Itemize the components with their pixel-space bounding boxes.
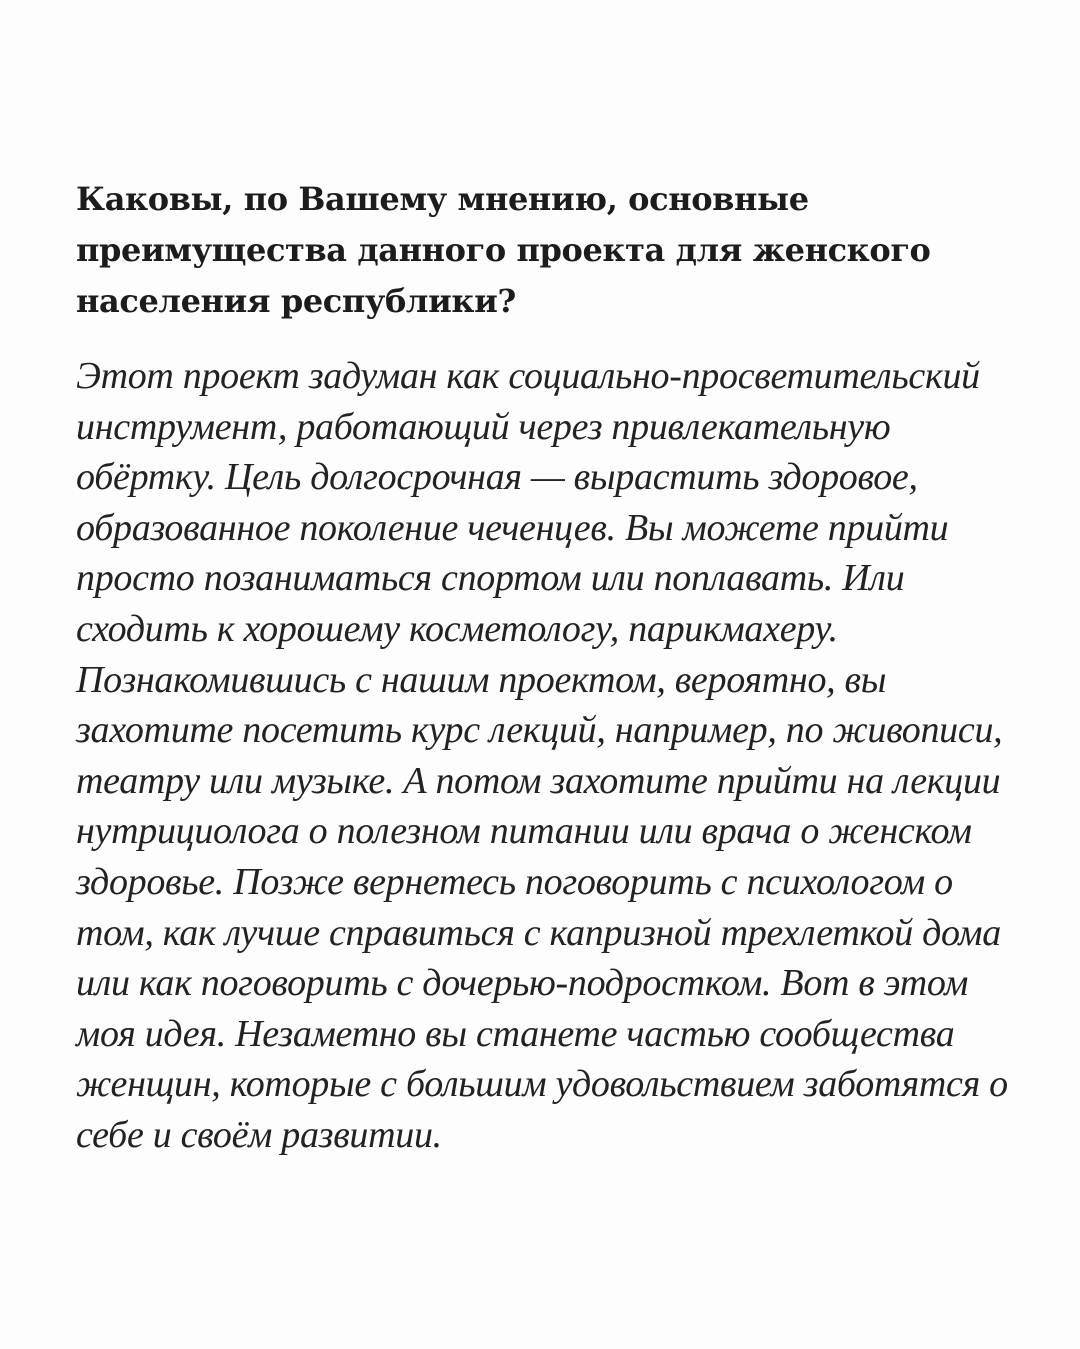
answer-line: захотите посетить курс лекций, например, по живописи, — [76, 709, 1003, 752]
answer-line: Этот проект задуман как социально-просветительский — [76, 355, 980, 397]
interview-answer — [76, 351, 1036, 1161]
answer-line: сходить к хорошему косметологу, парикмахеру. — [76, 607, 838, 650]
answer-line: обёртку. Цель долгосрочная — вырастить здоровое, — [76, 456, 918, 499]
answer-line: просто позаниматься спортом или поплавать. Или — [76, 557, 905, 600]
answer-line: моя идея. Незаметно вы станете частью сообщества — [76, 1012, 955, 1055]
answer-line: Познакомившись с нашим проектом, вероятно, вы — [76, 658, 887, 701]
question-line: Каковы, по Вашему мнению, основные — [76, 180, 809, 218]
answer-line: нутрициолога о полезном питании или врача о женском — [76, 810, 972, 853]
answer-line: театру или музыке. А потом захотите прийти на лекции — [76, 759, 1001, 802]
answer-line: или как поговорить с дочерью-подростком. Вот в этом — [76, 962, 969, 1005]
interview-question — [76, 174, 1036, 327]
question-line: населения республики? — [76, 282, 516, 320]
interview-content — [76, 174, 1036, 1161]
answer-line: инструмент, работающий через привлекательную — [76, 405, 891, 448]
answer-line: себе и своём развитии. — [76, 1113, 442, 1156]
answer-line: том, как лучше справиться с капризной трехлеткой дома — [76, 911, 1001, 954]
answer-line: женщин, которые с большим удовольствием заботятся о — [76, 1063, 1008, 1106]
answer-line: образованное поколение чеченцев. Вы можете прийти — [76, 506, 949, 549]
answer-line: здоровье. Позже вернетесь поговорить с психологом о — [76, 860, 953, 903]
question-line: преимущества данного проекта для женского — [76, 231, 931, 269]
